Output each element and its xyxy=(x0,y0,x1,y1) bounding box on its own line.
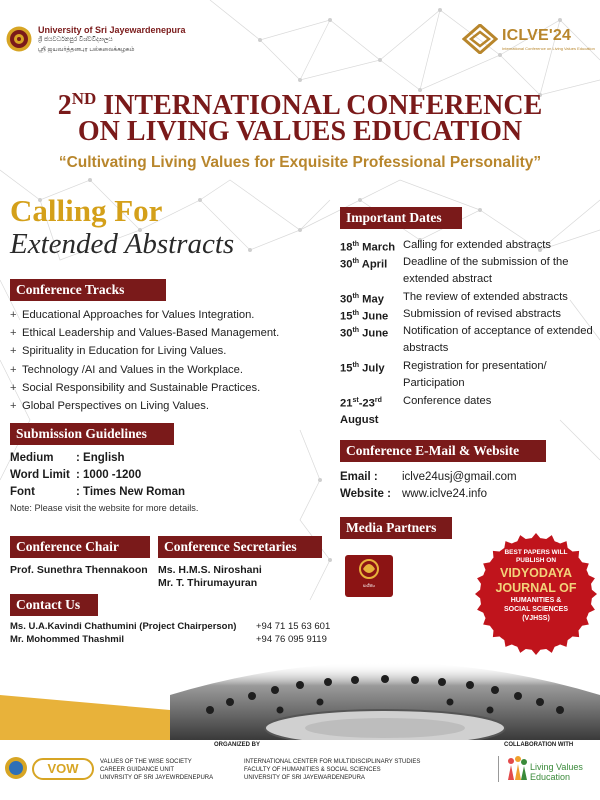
collaboration-label: COLLABORATION WITH xyxy=(504,742,574,748)
center-line: INTERNATIONAL CENTER FOR MULTIDISCIPLINARY STUDIES xyxy=(244,759,421,765)
badge-line: PUBLISH ON xyxy=(515,557,557,564)
chair-header: Conference Chair xyxy=(10,536,150,558)
contact-phone[interactable]: +94 76 095 9119 xyxy=(256,634,327,645)
university-name-sinhala: ශ්‍රී ජයවර්ධනපුර විශ්වවිද්‍යාලය xyxy=(38,37,113,43)
badge-line: (VJHSS) xyxy=(522,615,550,622)
email-website-header: Conference E-Mail & Website xyxy=(340,440,546,462)
plus-icon: + xyxy=(10,400,17,413)
guideline-medium: Medium : English xyxy=(10,452,125,464)
list-item: + Global Perspectives on Living Values. xyxy=(10,397,279,415)
center-line: FACULTY OF HUMANITIES & SOCIAL SCIENCES xyxy=(244,767,381,773)
date-event: Calling for extended abstracts xyxy=(403,239,552,251)
contact-phone[interactable]: +94 71 15 63 601 xyxy=(256,621,331,632)
list-item: + Spirituality in Education for Living Values. xyxy=(10,342,279,360)
university-name-block xyxy=(38,25,186,55)
iclve-logo-tagline: International Conference on Living Values Education xyxy=(502,46,595,51)
tracks-header: Conference Tracks xyxy=(10,279,166,301)
email-link[interactable]: iclve24usj@gmail.com xyxy=(402,471,517,483)
date-label: 21st-23rd August xyxy=(340,397,382,427)
badge-line: SOCIAL SCIENCES xyxy=(503,606,569,613)
date-label: 15th June xyxy=(340,310,389,323)
contact-header: Contact Us xyxy=(10,594,98,616)
date-event: Registration for presentation/ Participation xyxy=(403,360,547,389)
badge-line: BEST PAPERS WILL xyxy=(504,549,568,556)
plus-icon: + xyxy=(10,345,17,358)
gold-corner-band xyxy=(0,640,170,740)
title-ordinal: ND xyxy=(71,89,97,108)
list-item: + Ethical Leadership and Values-Based Management. xyxy=(10,324,279,342)
badge-line: HUMANITIES & xyxy=(510,597,562,604)
badge-journal-name: JOURNAL OF xyxy=(495,581,577,595)
vow-logo: VOW xyxy=(32,758,94,780)
badge-journal-name: VIDYODAYA xyxy=(499,566,573,580)
contact-name: Ms. U.A.Kavindi Chathumini (Project Chairperson) xyxy=(10,621,237,632)
call-heading-line-1: Calling For xyxy=(10,193,163,228)
university-emblem-small-icon xyxy=(4,756,28,780)
date-event: The review of extended abstracts xyxy=(403,291,568,303)
organized-by-label: ORGANIZED BY xyxy=(214,742,261,748)
date-label: 15th July xyxy=(340,362,385,375)
plus-icon: + xyxy=(10,327,17,340)
university-emblem-icon xyxy=(6,26,32,52)
call-heading-line-2: Extended Abstracts xyxy=(10,228,235,260)
guideline-word-limit: Word Limit : 1000 -1200 xyxy=(10,469,142,481)
society-line: CAREER GUIDANCE UNIT xyxy=(100,767,175,773)
secretary-name: Ms. H.M.S. Niroshani xyxy=(158,564,262,576)
footer-divider xyxy=(498,756,499,782)
plus-icon: + xyxy=(10,381,17,394)
date-label: 18th March xyxy=(340,241,396,254)
secretary-name: Mr. T. Thirumayuran xyxy=(158,577,258,589)
living-values-figures-icon xyxy=(506,756,528,782)
date-event: Notification of acceptance of extended abstracts xyxy=(403,325,593,354)
conference-title-line-2: ON LIVING VALUES EDUCATION xyxy=(77,116,523,147)
date-label: 30th June xyxy=(340,327,389,340)
iclve-logo-text: ICLVE'24 xyxy=(502,27,572,44)
dates-header: Important Dates xyxy=(340,207,462,229)
chair-name: Prof. Sunethra Thennakoon xyxy=(10,564,148,576)
guideline-note: Note: Please visit the website for more details. xyxy=(10,503,199,513)
list-item: + Educational Approaches for Values Integration. xyxy=(10,306,279,324)
center-line: UNIVERSITY OF SRI JAYEWARDENEPURA xyxy=(244,775,365,781)
title-number: 2 xyxy=(57,90,72,121)
date-event: Deadline of the submission of the extended abstract xyxy=(403,256,569,285)
media-partner-label: සංගීත්‍ය xyxy=(363,583,375,588)
media-partners-header: Media Partners xyxy=(340,517,452,539)
list-item: + Social Responsibility and Sustainable Practices. xyxy=(10,379,279,397)
contact-name: Mr. Mohommed Thashmil xyxy=(10,634,125,645)
website-link[interactable]: www.iclve24.info xyxy=(402,488,488,500)
living-values-logo-text: Living Values Education xyxy=(530,762,583,782)
date-label: 30th May xyxy=(340,293,384,306)
conference-hall-photo xyxy=(170,640,600,740)
date-label: 30th April xyxy=(340,258,388,271)
media-partner-emblem-icon xyxy=(345,555,393,585)
guideline-font: Font : Times New Roman xyxy=(10,486,186,498)
plus-icon: + xyxy=(10,363,17,376)
guidelines-header: Submission Guidelines xyxy=(10,423,174,445)
email-row: Email : iclve24usj@gmail.com xyxy=(340,471,517,483)
conference-theme: “Cultivating Living Values for Exquisite Professional Personality” xyxy=(58,154,542,171)
university-name-tamil: ஸ்ரீ ஜயவர்த்தனபுர பல்கலைக்கழகம் xyxy=(38,47,135,53)
website-row: Website : www.iclve24.info xyxy=(340,488,488,500)
iclve-logo-icon xyxy=(462,24,498,54)
secretaries-header: Conference Secretaries xyxy=(158,536,322,558)
date-event: Conference dates xyxy=(403,395,492,407)
title-line-1-text: INTERNATIONAL CONFERENCE xyxy=(96,90,543,121)
list-item: + Technology /AI and Values in the Workplace. xyxy=(10,361,279,379)
tracks-list xyxy=(10,306,279,415)
university-name: University of Sri Jayewardenepura xyxy=(38,25,186,35)
date-event: Submission of revised abstracts xyxy=(403,308,561,320)
society-line: VALUES OF THE WISE SOCIETY xyxy=(100,759,192,765)
media-partner-logo xyxy=(345,555,393,597)
plus-icon: + xyxy=(10,309,17,321)
society-line: UNIVRSITY OF SRI JAYEWRDENEPURA xyxy=(100,775,214,781)
